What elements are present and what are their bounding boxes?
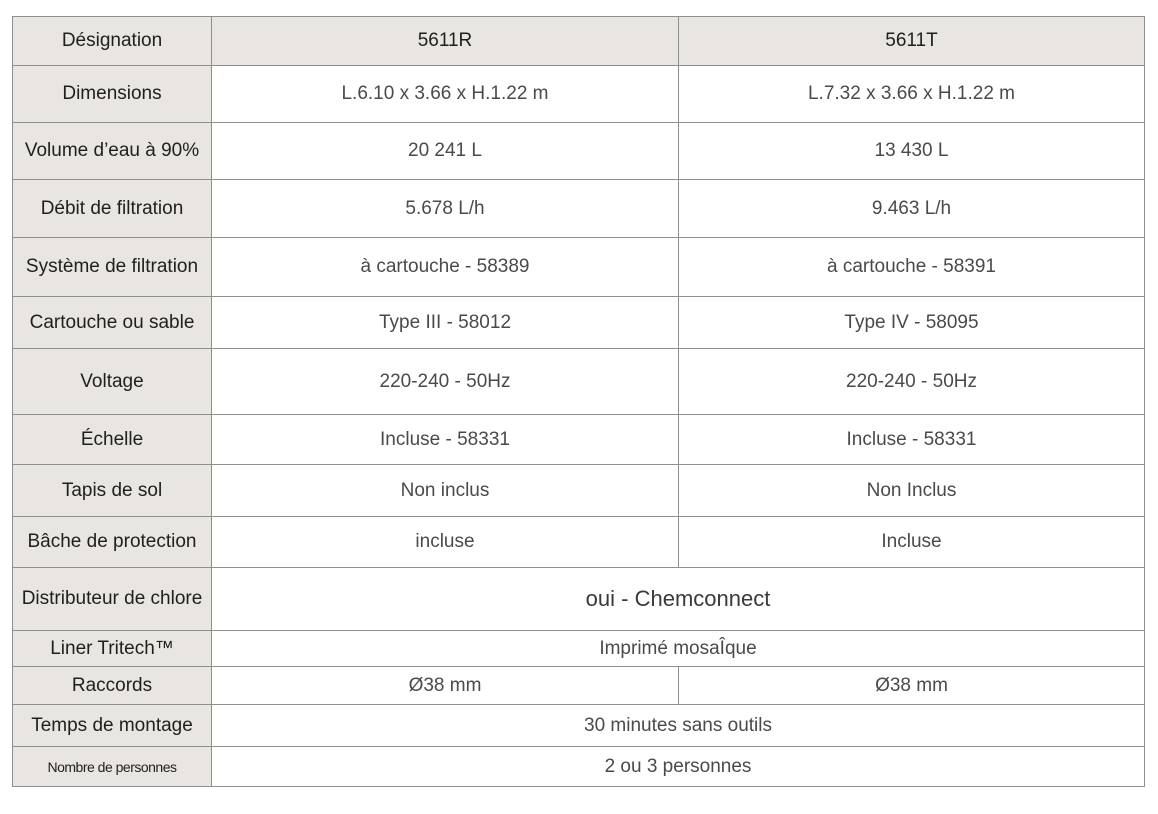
cell-model-a: Non inclus xyxy=(212,465,679,517)
cell-model-a: L.6.10 x 3.66 x H.1.22 m xyxy=(212,66,679,123)
table-row xyxy=(13,631,1145,667)
table-row xyxy=(13,667,1145,705)
table-row xyxy=(13,415,1145,465)
cell-model-b: L.7.32 x 3.66 x H.1.22 m xyxy=(679,66,1145,123)
header-model-a: 5611R xyxy=(212,17,679,66)
cell-merged-value: Imprimé mosaÎque xyxy=(212,631,1145,667)
cell-merged-value: 30 minutes sans outils xyxy=(212,705,1145,747)
cell-model-a: incluse xyxy=(212,517,679,568)
row-label: Raccords xyxy=(13,667,212,705)
table-row xyxy=(13,349,1145,415)
cell-model-b: Incluse - 58331 xyxy=(679,415,1145,465)
cell-model-a: 20 241 L xyxy=(212,123,679,180)
cell-model-a: à cartouche - 58389 xyxy=(212,238,679,297)
table-row xyxy=(13,517,1145,568)
cell-merged-value: 2 ou 3 personnes xyxy=(212,747,1145,787)
table-row xyxy=(13,297,1145,349)
row-label: Échelle xyxy=(13,415,212,465)
cell-model-b: Non Inclus xyxy=(679,465,1145,517)
spec-table xyxy=(12,16,1145,787)
row-label: Système de filtration xyxy=(13,238,212,297)
table-row xyxy=(13,465,1145,517)
cell-model-b: 220-240 - 50Hz xyxy=(679,349,1145,415)
row-label: Voltage xyxy=(13,349,212,415)
row-label: Distributeur de chlore xyxy=(13,568,212,631)
row-label: Temps de montage xyxy=(13,705,212,747)
table-row xyxy=(13,568,1145,631)
table-row xyxy=(13,66,1145,123)
table-row xyxy=(13,705,1145,747)
cell-model-b: à cartouche - 58391 xyxy=(679,238,1145,297)
row-label: Liner Tritech™ xyxy=(13,631,212,667)
header-model-b: 5611T xyxy=(679,17,1145,66)
cell-model-b: 9.463 L/h xyxy=(679,180,1145,238)
row-label: Cartouche ou sable xyxy=(13,297,212,349)
cell-model-a: Ø38 mm xyxy=(212,667,679,705)
table-row xyxy=(13,180,1145,238)
table-row xyxy=(13,238,1145,297)
cell-merged-value: oui - Chemconnect xyxy=(212,568,1145,631)
cell-model-a: 220-240 - 50Hz xyxy=(212,349,679,415)
cell-model-a: Incluse - 58331 xyxy=(212,415,679,465)
row-label: Volume d’eau à 90% xyxy=(13,123,212,180)
table-row xyxy=(13,747,1145,787)
table-header-row xyxy=(13,17,1145,66)
cell-model-b: Ø38 mm xyxy=(679,667,1145,705)
row-label: Tapis de sol xyxy=(13,465,212,517)
row-label: Bâche de protection xyxy=(13,517,212,568)
cell-model-a: 5.678 L/h xyxy=(212,180,679,238)
cell-model-b: Incluse xyxy=(679,517,1145,568)
table-row xyxy=(13,123,1145,180)
cell-model-b: 13 430 L xyxy=(679,123,1145,180)
cell-model-b: Type IV - 58095 xyxy=(679,297,1145,349)
row-label: Dimensions xyxy=(13,66,212,123)
cell-model-a: Type III - 58012 xyxy=(212,297,679,349)
row-label: Nombre de personnes xyxy=(13,747,212,787)
header-designation-label: Désignation xyxy=(13,17,212,66)
row-label: Débit de filtration xyxy=(13,180,212,238)
